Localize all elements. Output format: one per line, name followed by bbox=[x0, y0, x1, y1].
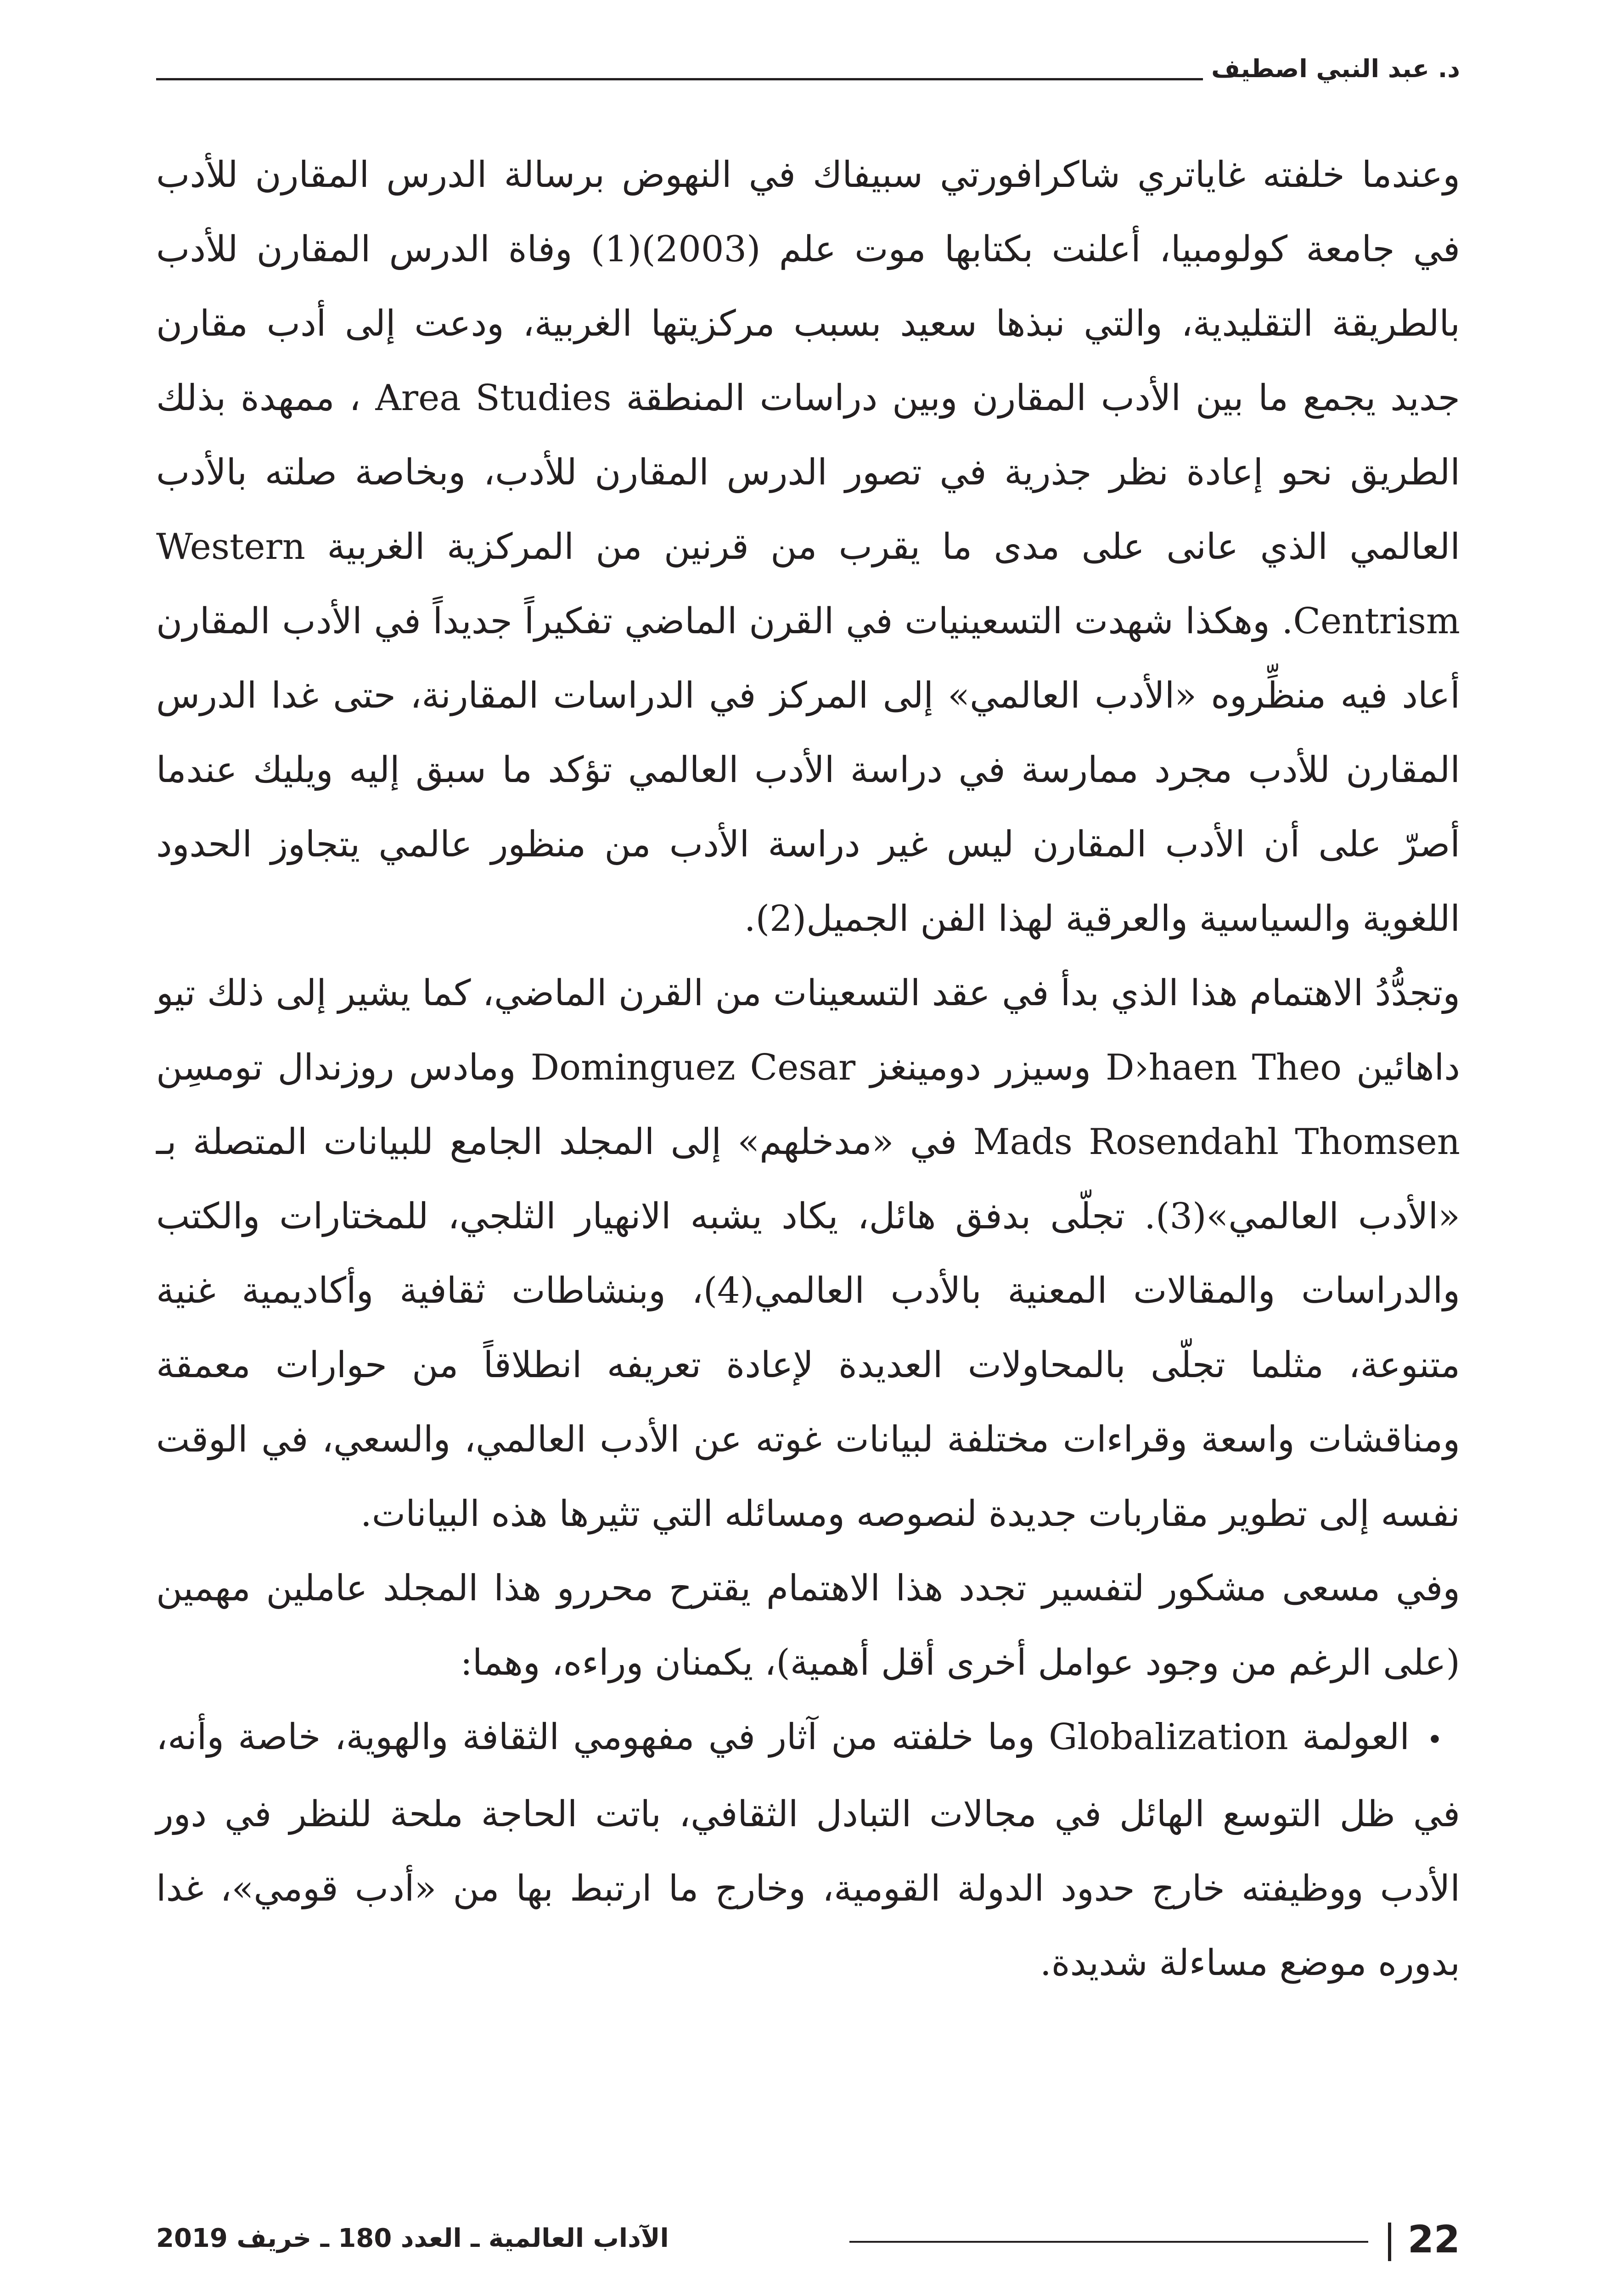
bullet-item bbox=[156, 1700, 1460, 2000]
paragraph-2: وتجدُّدُ الاهتمام هذا الذي بدأ في عقد التسعينات من القرن الماضي، كما يشير إلى ذلك تيو داهائين D›haen Theo وسيزر دومينغز Dominguez Cesar ومادس روزندال تومسِن Mads Rosendahl Thomsen في «مدخلهم» إلى المجلد الجامع للبيانات المتصلة بـ «الأدب العالمي»(3). تجلّى بدفق هائل، يكاد يشبه الانهيار الثلجي، للمختارات والكتب والدراسات والمقالات المعنية بالأدب العالمي(4)، وبنشاطات ثقافية وأكاديمية غنية متنوعة، مثلما تجلّى بالمحاولات العديدة لإعادة تعريفه انطلاقاً من حوارات معمقة ومناقشات واسعة وقراءات مختلفة لبيانات غوته عن الأدب العالمي، والسعي، في الوقت نفسه إلى تطوير مقاربات جديدة لنصوصه ومسائله التي تثيرها هذه البيانات. bbox=[156, 973, 1460, 1535]
page-number: 22 bbox=[1407, 2218, 1460, 2262]
footer-rule bbox=[849, 2241, 1368, 2243]
bullet-text: العولمة Globalization وما خلفته من آثار في مفهومي الثقافة والهوية، خاصة وأنه، في ظل التوسع الهائل في مجالات التبادل الثقافي، باتت الحاجة ملحة للنظر في دور الأدب ووظيفته خارج حدود الدولة القومية، وخارج ما ارتبط بها من «أدب قومي»، غدا بدوره موضع مساءلة شديدة. bbox=[156, 1716, 1460, 1984]
journal-info: الآداب العالمية ـ العدد 180 ـ خريف 2019 bbox=[156, 2223, 669, 2253]
footer-separator-bar bbox=[1388, 2223, 1391, 2261]
header-rule bbox=[156, 78, 1203, 80]
author-name: د. عبد النبي اصطيف bbox=[1211, 54, 1460, 83]
article-body bbox=[156, 138, 1460, 2000]
bullet-mark: • bbox=[1427, 1724, 1443, 1756]
paragraph-3: وفي مسعى مشكور لتفسير تجدد هذا الاهتمام يقترح محررو هذا المجلد عاملين مهمين (على الرغم من وجود عوامل أخرى أقل أهمية)، يكمنان وراءه، وهما: bbox=[156, 1568, 1460, 1683]
page-header bbox=[156, 54, 1460, 96]
page-footer bbox=[156, 2218, 1460, 2268]
bullet-list bbox=[156, 1700, 1460, 2000]
paragraph-1: وعندما خلفته غاياتري شاكرافورتي سبيفاك في النهوض برسالة الدرس المقارن للأدب في جامعة كولومبيا، أعلنت بكتابها موت علم (2003)(1) وفاة الدرس المقارن للأدب بالطريقة التقليدية، والتي نبذها سعيد بسبب مركزيتها الغربية، ودعت إلى أدب مقارن جديد يجمع ما بين الأدب المقارن وبين دراسات المنطقة Area Studies ، ممهدة بذلك الطريق نحو إعادة نظر جذرية في تصور الدرس المقارن للأدب، وبخاصة صلته بالأدب العالمي الذي عانى على مدى ما يقرب من قرنين من المركزية الغربية Western Centrism. وهكذا شهدت التسعينيات في القرن الماضي تفكيراً جديداً في الأدب المقارن أعاد فيه منظِّروه «الأدب العالمي» إلى المركز في الدراسات المقارنة، حتى غدا الدرس المقارن للأدب مجرد ممارسة في دراسة الأدب العالمي تؤكد ما سبق إليه ويليك عندما أصرّ على أن الأدب المقارن ليس غير دراسة الأدب من منظور عالمي يتجاوز الحدود اللغوية والسياسية والعرقية لهذا الفن الجميل(2). bbox=[156, 154, 1460, 940]
